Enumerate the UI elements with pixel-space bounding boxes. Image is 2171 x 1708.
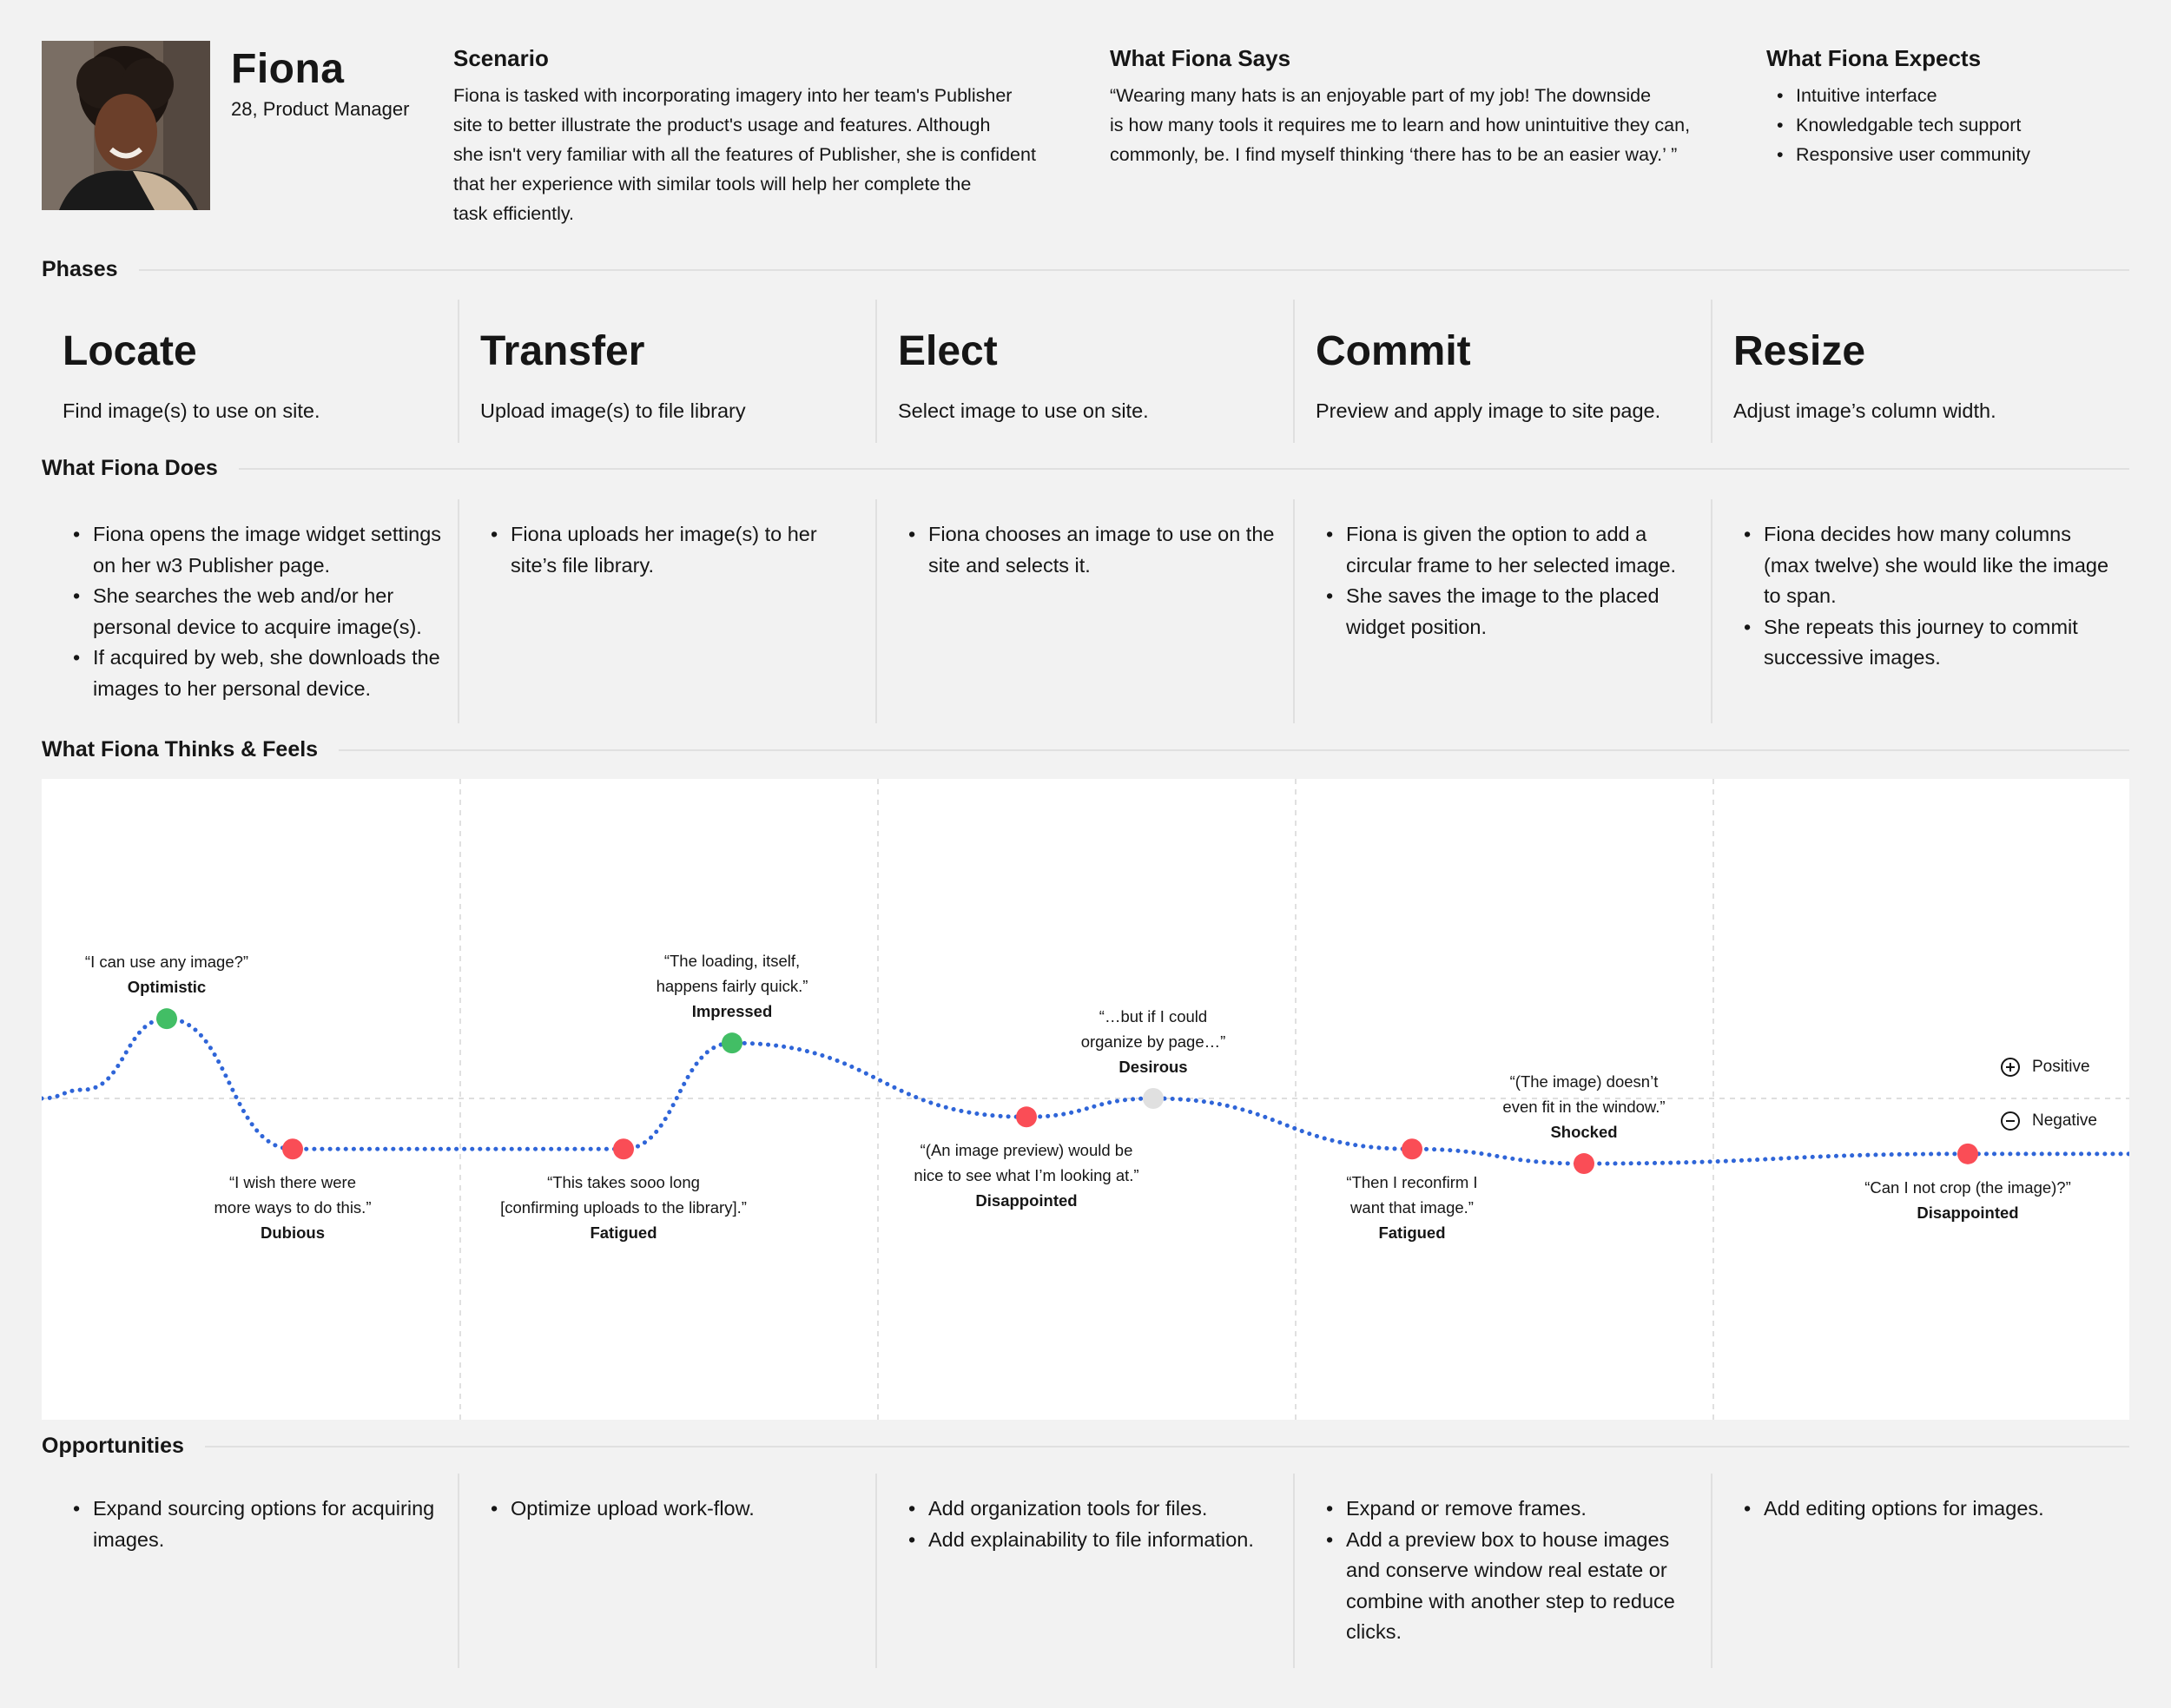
emotion-name: Disappointed (975, 1191, 1078, 1210)
section-title: What Fiona Thinks & Feels (42, 737, 319, 762)
emotion-quote: more ways to do this.” (214, 1198, 372, 1217)
section-thinks (42, 737, 2129, 762)
phase-title: Resize (1733, 328, 1866, 374)
emotion-label (657, 948, 808, 1024)
scenario-line: that her experience with similar tools will help her complete the (453, 174, 972, 195)
emotion-quote: nice to see what I’m looking at.” (914, 1166, 1139, 1185)
legend-negative (2001, 1111, 2097, 1131)
phase-commit (1295, 300, 1712, 423)
does-transfer (459, 519, 877, 581)
emotion-quote: “(The image) doesn’t (1509, 1072, 1659, 1091)
expects-title: What Fiona Expects (1766, 45, 1982, 71)
scenario-line: site to better illustrate the product's usage and features. Although (453, 115, 991, 135)
says-line: commonly, be. I find myself thinking ‘there has to be an easier way.’ ” (1110, 144, 1678, 165)
scenario-text (453, 81, 1079, 228)
section-title: What Fiona Does (42, 456, 218, 480)
emotion-label (1502, 1069, 1665, 1144)
section-title: Phases (42, 257, 118, 281)
emotion-point-fatigued (1402, 1138, 1422, 1159)
emotion-label (1346, 1170, 1477, 1245)
emotion-point-disappointed (1016, 1106, 1037, 1127)
says-line: “Wearing many hats is an enjoyable part of my job! The downside (1110, 85, 1652, 106)
opps-resize (1712, 1494, 2130, 1525)
legend-positive (2001, 1058, 2090, 1077)
says-text (1110, 81, 1735, 169)
emotion-quote: organize by page…” (1080, 1032, 1226, 1051)
opportunities-list (1733, 1494, 2130, 1525)
expects-item: • Intuitive interface (1766, 81, 2131, 110)
emotion-name: Impressed (691, 1002, 773, 1021)
emotion-point-optimistic (156, 1008, 177, 1029)
persona-name: Fiona (231, 46, 345, 92)
list-item: • Fiona uploads her image(s) to her site’s file library. (480, 519, 860, 581)
emotion-quote: “The loading, itself, (663, 952, 801, 971)
list-item: • Expand or remove frames. (1316, 1494, 1695, 1525)
emotion-quote: [confirming uploads to the library].” (500, 1198, 747, 1217)
list-item: • Fiona opens the image widget settings on her w3 Publisher page. (63, 519, 442, 581)
emotion-label (500, 1170, 747, 1245)
section-opportunities (42, 1434, 2129, 1459)
list-item: • She saves the image to the placed widget position. (1316, 581, 1695, 643)
phase-transfer (459, 300, 877, 423)
does-list (1316, 519, 1712, 643)
emotion-name: Fatigued (590, 1223, 657, 1243)
phase-description: Adjust image’s column width. (1733, 399, 1996, 422)
divider (239, 468, 2129, 470)
phase-description: Find image(s) to use on site. (63, 399, 320, 422)
emotion-name: Dubious (260, 1223, 325, 1243)
minus-circle-icon (2001, 1111, 2020, 1131)
opps-commit (1295, 1494, 1712, 1648)
scenario-title: Scenario (453, 45, 549, 71)
emotion-quote: “Can I not crop (the image)?” (1864, 1177, 2071, 1197)
emotion-name: Optimistic (127, 978, 207, 997)
says-title: What Fiona Says (1110, 45, 1291, 71)
does-list (1733, 519, 2130, 674)
emotion-point-dubious (282, 1138, 303, 1159)
emotion-chart (42, 779, 2129, 1420)
persona-photo (42, 41, 210, 210)
list-item: • She repeats this journey to commit successive images. (1733, 612, 2113, 674)
legend-label: Positive (2032, 1058, 2090, 1076)
does-commit (1295, 519, 1712, 643)
expects-list (1766, 81, 2131, 169)
list-item: • Add a preview box to house images and conserve window real estate or combine with another step to reduce clicks. (1316, 1525, 1695, 1648)
does-elect (877, 519, 1295, 581)
phase-elect (877, 300, 1295, 423)
section-does (42, 456, 2129, 481)
legend-label: Negative (2032, 1111, 2097, 1130)
opportunities-list (898, 1494, 1295, 1555)
phase-locate (42, 300, 459, 423)
list-item: • Add explainability to file information. (898, 1525, 1277, 1556)
divider (339, 749, 2129, 751)
phase-title: Transfer (480, 328, 645, 374)
does-list (480, 519, 877, 581)
list-item: • Fiona decides how many columns (max twelve) she would like the image to span. (1733, 519, 2113, 612)
opps-elect (877, 1494, 1295, 1555)
does-locate (42, 519, 459, 704)
phase-title: Elect (898, 328, 998, 374)
emotion-name: Fatigued (1378, 1223, 1446, 1243)
does-list (898, 519, 1295, 581)
emotion-name: Disappointed (1917, 1203, 2019, 1222)
opportunities-list (1316, 1494, 1712, 1648)
list-item: • Add organization tools for files. (898, 1494, 1277, 1525)
phase-resize (1712, 300, 2130, 423)
list-item: • Add editing options for images. (1733, 1494, 2113, 1525)
emotion-quote: “Then I reconfirm I (1346, 1173, 1478, 1192)
emotion-name: Desirous (1118, 1058, 1188, 1076)
emotion-label (85, 949, 248, 999)
emotion-quote: “This takes sooo long (547, 1173, 700, 1192)
emotion-point-disappointed (1957, 1144, 1978, 1164)
list-item: • Fiona chooses an image to use on the site and selects it. (898, 519, 1277, 581)
divider (139, 269, 2129, 271)
list-item: • Fiona is given the option to add a circular frame to her selected image. (1316, 519, 1695, 581)
phase-description: Upload image(s) to file library (480, 399, 746, 422)
plus-circle-icon (2001, 1058, 2020, 1077)
opportunities-list (480, 1494, 877, 1525)
scenario-block (453, 45, 1079, 228)
emotion-quote: “(An image preview) would be (920, 1141, 1133, 1160)
phase-description: Select image to use on site. (898, 399, 1149, 422)
section-title: Opportunities (42, 1434, 184, 1458)
scenario-line: task efficiently. (453, 203, 575, 224)
emotion-point-impressed (722, 1032, 742, 1053)
emotion-quote: even fit in the window.” (1502, 1098, 1666, 1117)
emotion-quote: “I wish there were (228, 1173, 356, 1192)
persona-subtitle: 28, Product Manager (231, 98, 410, 120)
emotion-quote: want that image.” (1350, 1198, 1474, 1217)
expects-item: • Knowledgable tech support (1766, 110, 2131, 140)
emotion-label (914, 1138, 1138, 1213)
does-resize (1712, 519, 2130, 674)
emotion-quote: happens fairly quick.” (656, 977, 808, 996)
opps-transfer (459, 1494, 877, 1525)
opportunities-list (63, 1494, 459, 1555)
phase-description: Preview and apply image to site page. (1316, 399, 1661, 422)
scenario-line: Fiona is tasked with incorporating imagery into her team's Publisher (453, 85, 1013, 106)
emotion-quote: “I can use any image?” (84, 953, 249, 972)
says-line: is how many tools it requires me to learn and how unintuitive they can, (1110, 115, 1691, 135)
divider (205, 1446, 2129, 1448)
emotion-chart-svg (42, 779, 2129, 1420)
phase-title: Locate (63, 328, 197, 374)
emotion-label (1081, 1004, 1226, 1079)
list-item: • She searches the web and/or her personal device to acquire image(s). (63, 581, 442, 643)
emotion-label (214, 1170, 372, 1245)
list-item: • If acquired by web, she downloads the images to her personal device. (63, 643, 442, 704)
says-block (1110, 45, 1735, 169)
expects-item: • Responsive user community (1766, 140, 2131, 169)
opps-locate (42, 1494, 459, 1555)
scenario-line: she isn't very familiar with all the features of Publisher, she is confident (453, 144, 1036, 165)
phase-title: Commit (1316, 328, 1471, 374)
expects-block (1766, 45, 2131, 169)
emotion-label (1864, 1175, 2071, 1225)
emotion-quote: “…but if I could (1099, 1007, 1208, 1025)
emotion-name: Shocked (1550, 1123, 1618, 1142)
section-phases (42, 257, 2129, 282)
emotion-point-desirous (1143, 1088, 1164, 1109)
does-list (63, 519, 459, 704)
emotion-point-shocked (1574, 1153, 1594, 1174)
emotion-point-fatigued (613, 1138, 634, 1159)
list-item: • Expand sourcing options for acquiring images. (63, 1494, 442, 1555)
list-item: • Optimize upload work-flow. (480, 1494, 860, 1525)
